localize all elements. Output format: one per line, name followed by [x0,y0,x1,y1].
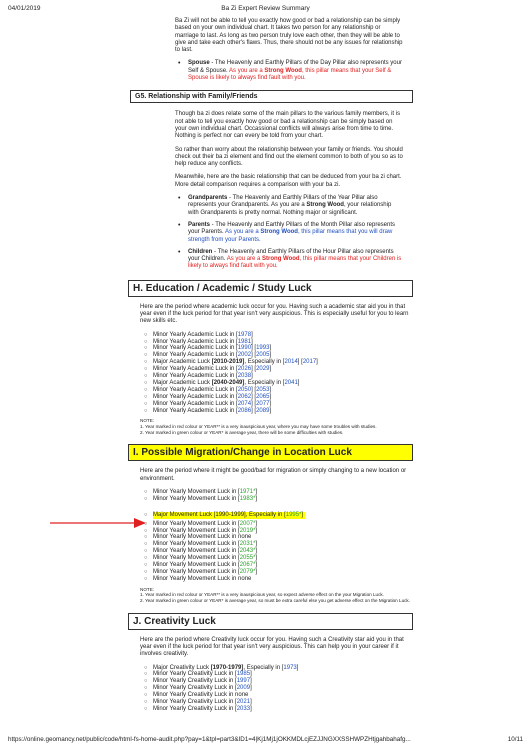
section-h-heading: H. Education / Academic / Study Luck [128,280,413,297]
luck-label: , Especially in [ [244,379,285,386]
creativity-luck-item [153,678,531,685]
arrow-annotation-icon [48,517,148,529]
luck-label: Minor Yearly Academic Luck in [ [153,331,238,338]
migration-luck-item [153,569,531,576]
luck-bracket: ] [255,548,258,555]
luck-year: 2033 [236,705,251,712]
academic-luck-item [153,366,531,373]
luck-bracket: ] [255,488,258,495]
academic-luck-item [153,380,531,387]
creativity-luck-list [0,665,531,713]
luck-bracket: ] [316,359,318,366]
luck-bracket: ] [255,527,258,534]
luck-bracket: ] [269,393,272,400]
luck-year: 1983* [239,495,256,502]
footer-page-number: 10/11 [507,736,523,743]
migration-luck-item [153,541,531,548]
luck-label: Minor Yearly Academic Luck in [ [153,338,238,345]
luck-label: Minor Yearly Academic Luck in [ [153,352,238,359]
luck-year: 2009 [236,685,251,692]
luck-separator: ] [ [297,359,303,366]
academic-luck-item [153,332,531,339]
academic-luck-list [0,332,531,415]
parents-item: • Parents - The Heavenly and Earthly Pillars of the Month Pillar also represents your Parents. As you are a Strong Wood, this pillar means that you will draw strength from your Parents. [188,222,403,244]
luck-separator: ] [ [251,345,257,352]
section-i-heading: I. Possible Migration/Change in Location Luck [128,444,413,461]
luck-year: 2062 [237,393,252,400]
creativity-luck-item [153,671,531,678]
luck-bracket: ] [255,541,258,548]
migration-luck-item [153,496,531,503]
luck-year: 2002 [237,352,252,359]
luck-label: Minor Yearly Movement Luck in [ [153,555,240,562]
luck-period: [2040-2049] [211,379,245,386]
luck-year: 2067* [239,562,256,569]
luck-label: Minor Yearly Academic Luck in [ [153,400,238,407]
luck-bracket: ] [251,331,253,338]
migration-luck-list [0,489,531,583]
luck-year: 2089 [256,407,270,414]
footer-url: https://online.geomancy.net/public/code/html-fs-home-audit.php?pay=1&tpl=part3&ID1=4|Kj1Mj1jOKKMDLcjEZJJNGXXSSHWPZHtjgahbahafg... [8,736,411,743]
creativity-luck-item [153,692,531,699]
luck-bracket: ] [255,569,258,576]
i-note: NOTE: 1. Year marked in red colour or YEAR** is a very inauspicious year, so expect adverse effect on the your Migration Luck. 2. Year marked in green colour or YEAR* is average year, so must be extra careful else you get adverse effect on the Migration Luck. [140,586,410,604]
luck-label: Minor Yearly Movement Luck in [ [153,569,240,576]
luck-separator: ] [ [251,393,257,400]
luck-year: 2014 [284,359,298,366]
luck-bracket: ] [301,511,304,518]
luck-bracket: ] [269,386,272,393]
luck-bracket: ] [250,699,252,706]
luck-label: Minor Yearly Creativity Luck in [ [153,678,237,685]
luck-year: 1985 [236,671,251,678]
luck-year: 2043* [239,548,256,555]
luck-year: 1997 [236,678,251,685]
academic-luck-item [153,408,531,415]
luck-year: 2005 [256,352,270,359]
luck-label: Minor Yearly Movement Luck in [ [153,520,240,527]
grandparents-item: • Grandparents - The Heavenly and Earthly Pillars of the Year Pillar also represents your Grandparents. As you are a Strong Wood, your relationship with Grandparents is pretty normal. Nothing major or significant. [188,195,403,217]
header-title: Ba Zi Expert Review Summary [221,5,310,12]
luck-separator: ] [ [251,407,257,414]
arrow-head [134,518,146,528]
luck-bracket: ] [251,338,253,345]
luck-period: [2010-2019] [211,359,245,366]
page-header [8,5,523,15]
luck-label: Minor Yearly Movement Luck in [ [153,548,240,555]
luck-label: Major Movement Luck [1990-1999], Especially in [ [153,511,286,518]
luck-label: , Especially in [ [244,359,285,366]
children-item: • Children - The Heavenly and Earthly Pillars of the Hour Pillar also represents your Children. As you are a Strong Wood, this pillar means that your Children is likely to always find fault with you. [188,249,403,271]
luck-bracket: ] [251,373,253,380]
luck-bracket: ] [250,685,252,692]
luck-year: 1981 [237,338,252,345]
luck-label: Minor Yearly Creativity Luck in [ [153,699,237,706]
luck-bracket: ] [255,562,258,569]
luck-label: Minor Yearly Movement Luck in [ [153,527,240,534]
luck-label: Minor Yearly Creativity Luck in none [153,692,249,699]
academic-luck-item [153,359,531,366]
creativity-luck-item [153,706,531,713]
spouse-item: • Spouse - The Heavenly and Earthly Pillars of the Day Pillar also represents your Self & Spouse. As you are a Strong Wood, this pillar means that your Self & Spouse is likely to always find fault with you. [188,60,403,82]
g5-paragraph-2: So rather than worry about the relationship between your family or friends. You should check out their ba zi element and find out the element common to both of you so as to help reduce any conflicts. [175,146,403,168]
luck-year: 1993 [256,345,270,352]
family-list [0,195,531,271]
spouse-list [0,60,531,82]
migration-luck-item [153,534,531,541]
luck-label: Major Academic Luck [153,359,212,366]
luck-label: Minor Yearly Movement Luck in [ [153,495,240,502]
luck-label: Minor Yearly Movement Luck in [ [153,541,240,548]
luck-label: Minor Yearly Movement Luck in [ [153,562,240,569]
luck-label: Minor Yearly Academic Luck in [ [153,345,238,352]
luck-bracket: ] [269,407,272,414]
academic-luck-item [153,387,531,394]
luck-separator: ] [ [251,386,257,393]
luck-bracket: ] [269,400,272,407]
luck-bracket: ] [255,495,258,502]
section-j-heading: J. Creativity Luck [128,613,413,630]
i-intro: Here are the period where it might be good/bad for migration or simply changing to a new location or environment. [140,468,407,482]
luck-label: Minor Yearly Academic Luck in [ [153,366,238,373]
g5-paragraph-1: Though ba zi does relate some of the main pillars to the various family members, it is not able to tell you exactly how good or bad a relationship can be simply based on your own individual chart. Occassional conflicts will always arise from time to time. Nothing is perfect nor can every be told from your chart. [175,111,401,140]
academic-luck-item [153,352,531,359]
luck-bracket: ] [250,671,252,678]
luck-year: 2079* [239,569,256,576]
luck-label: Minor Yearly Academic Luck in [ [153,386,238,393]
h-note: NOTE: 1. Year marked in red colour or YEAR** is a very inauspicious year, where you may have some troubles with studies. 2. Year marked in green colour or YEAR* is average year, there will be some difficulties with studies. [140,418,377,435]
h-intro: Here are the period where academic luck occur for you. Having such a academic star aid you in that year even if the luck period for that year isn't very auspicious. This is especially useful for you to learn new skills etc. [140,303,409,325]
luck-label: Minor Yearly Creativity Luck in [ [153,685,237,692]
luck-year: 2050 [237,386,252,393]
academic-luck-item [153,401,531,408]
luck-year: 2017 [302,359,317,366]
luck-label: Major Academic Luck [153,379,212,386]
luck-label: Major Creativity Luck [153,664,211,671]
luck-bracket: ] [250,678,252,685]
luck-year: 1973 [283,664,297,671]
luck-year: 2021 [236,699,251,706]
luck-label: Minor Yearly Creativity Luck in [ [153,705,237,712]
section-g5-heading: G5. Relationship with Family/Friends [130,90,413,103]
migration-luck-item [153,555,531,562]
migration-luck-item [153,528,531,535]
luck-separator: ] [ [251,366,257,373]
header-date: 04/01/2019 [8,5,41,12]
luck-year: 2019* [239,527,256,534]
academic-luck-item [153,394,531,401]
academic-luck-item [153,373,531,380]
luck-year: 2065 [256,393,270,400]
luck-bracket: ] [250,705,252,712]
migration-luck-item [153,489,531,496]
luck-year: 2026 [237,366,252,373]
luck-year: 2074 [237,400,252,407]
luck-label: Minor Yearly Movement Luck in none [153,575,252,582]
luck-year: 1990 [237,345,252,352]
luck-year: 2029 [256,366,270,373]
creativity-luck-item [153,685,531,692]
luck-year: 1995* [285,511,302,518]
luck-bracket: ] [296,664,299,671]
academic-luck-item [153,339,531,346]
migration-luck-item-highlighted [153,512,305,519]
migration-luck-item [153,521,531,528]
luck-bracket: ] [269,345,272,352]
luck-label: Minor Yearly Academic Luck in [ [153,373,238,380]
luck-year: 2038 [237,373,252,380]
creativity-luck-item [153,699,531,706]
luck-year: 2007* [239,520,256,527]
luck-year: 1978 [237,331,252,338]
luck-separator: ] [ [251,400,257,407]
luck-label: Minor Yearly Movement Luck in none [153,534,252,541]
luck-year: 2077 [256,400,270,407]
luck-label: Minor Yearly Academic Luck in [ [153,407,238,414]
document-body [0,18,531,717]
luck-year: 2053 [256,386,270,393]
creativity-luck-item [153,665,531,672]
migration-luck-item [153,548,531,555]
luck-label: Minor Yearly Creativity Luck in [ [153,671,237,678]
luck-year: 2055* [239,555,256,562]
luck-period: [1970-1979] [210,664,244,671]
luck-bracket: ] [297,379,300,386]
luck-label: Minor Yearly Academic Luck in [ [153,393,238,400]
luck-bracket: ] [269,366,272,373]
academic-luck-item [153,345,531,352]
luck-bracket: ] [255,520,258,527]
luck-bracket: ] [269,352,272,359]
migration-luck-item [153,562,531,569]
luck-year: 2041 [284,379,298,386]
luck-label: , Especially in [ [243,664,284,671]
luck-bracket: ] [255,555,258,562]
luck-label: Minor Yearly Movement Luck in [ [153,488,240,495]
page-footer [8,736,523,746]
migration-luck-item [153,576,531,583]
j-intro: Here are the period where Creativity luck occur for you. Having such a Creativity star aid you in that year even if the luck period for that year isn't very auspicious. This can help you in your career if it involves creativity. [140,636,404,658]
luck-year: 2031* [239,541,256,548]
relationship-intro: Ba Zi will not be able to tell you exactly how good or bad a relationship can be simply based on your own individual chart. It takes two person for any relationship or marriage to last. As long as two person truly love each other, then they will be able to give and take each other's flaws. Thus, there should not be any issues for relationship to last. [175,18,403,54]
luck-separator: ] [ [251,352,257,359]
luck-year: 1971* [239,488,256,495]
luck-year: 2086 [237,407,252,414]
g5-paragraph-3: Meanwhile, here are the basic relationship that can be deduced from your ba zi chart. More detail comparison requires a comparison with your ba zi. [175,174,402,188]
